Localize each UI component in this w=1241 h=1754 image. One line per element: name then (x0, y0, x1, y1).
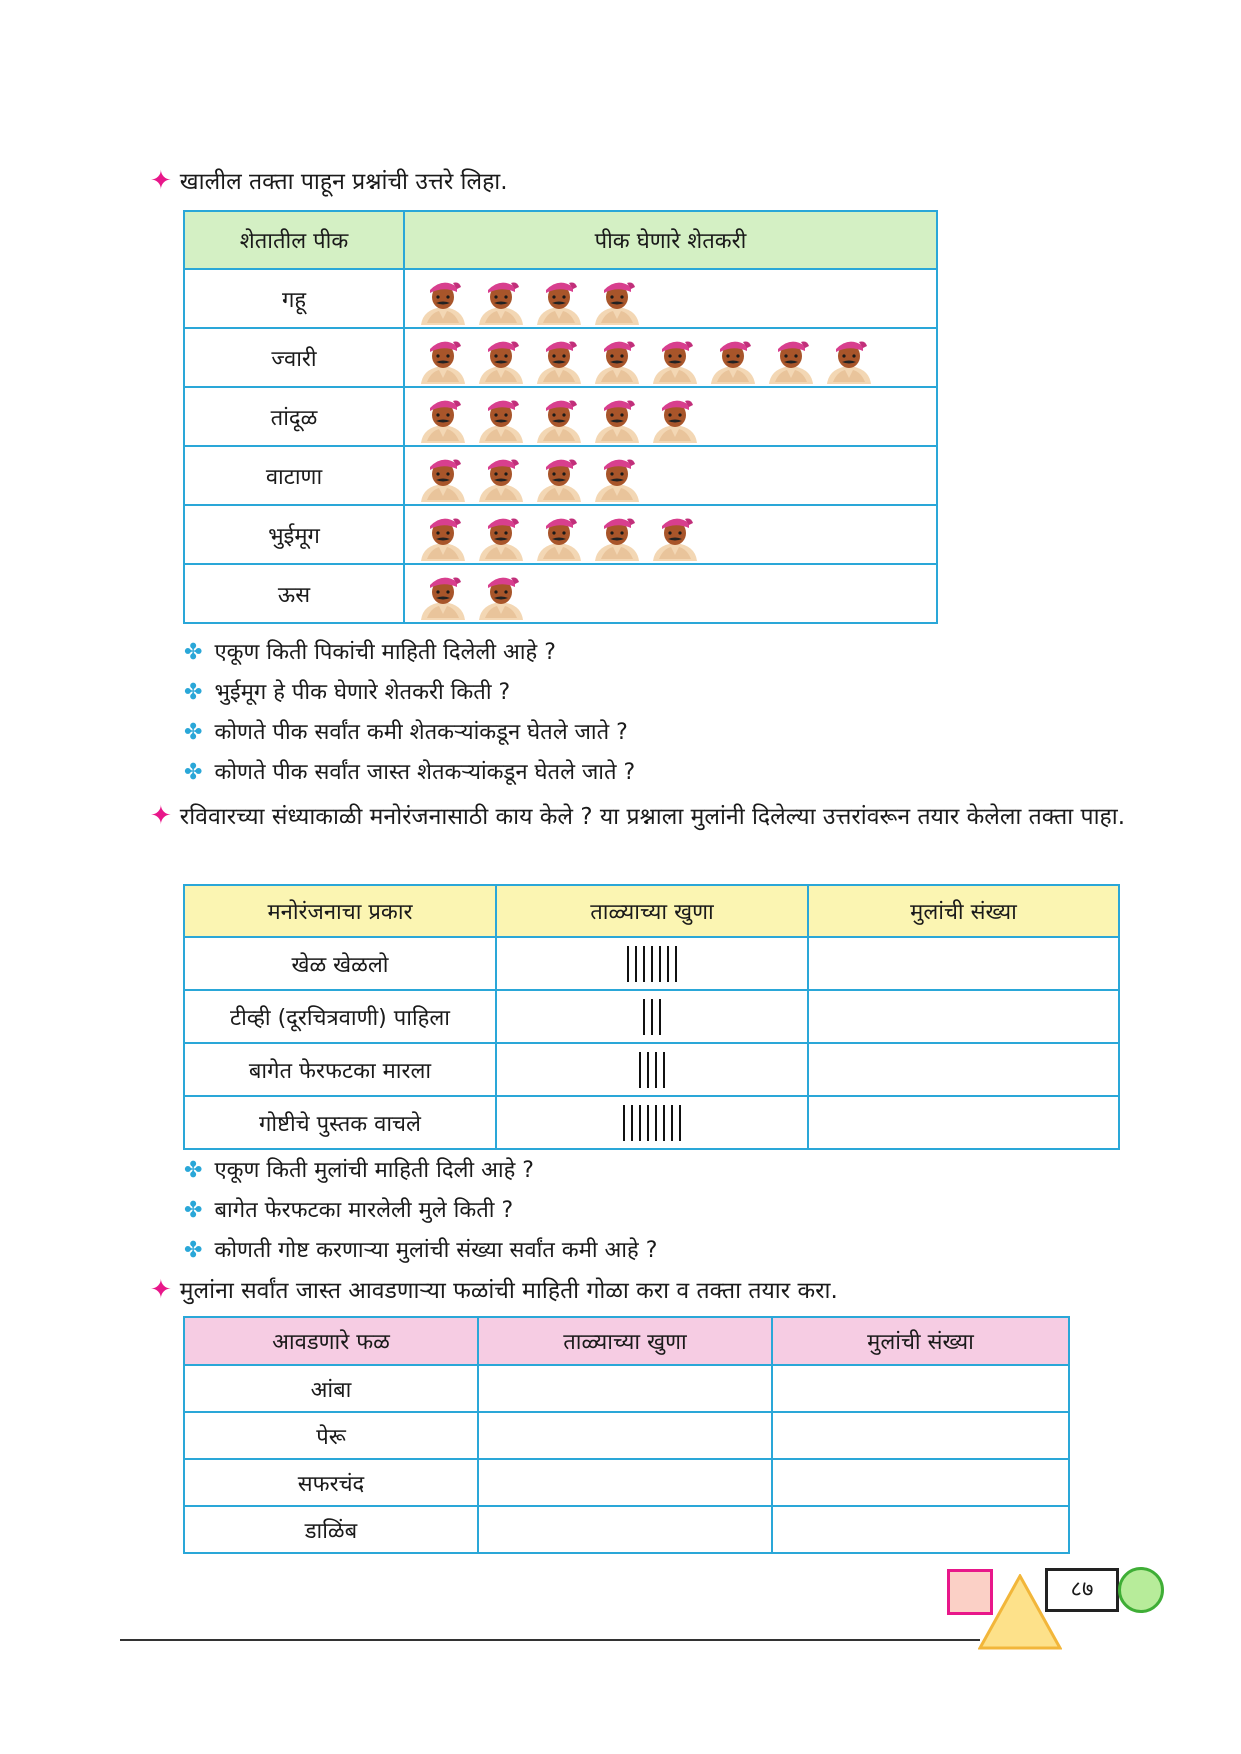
activity-name: बागेत फेरफटका मारला (184, 1043, 496, 1096)
header-count: मुलांची संख्या (772, 1317, 1069, 1365)
tally-stroke (639, 1052, 641, 1088)
tally-marks (496, 1096, 808, 1149)
header-fruit: आवडणारे फळ (184, 1317, 478, 1365)
tally-stroke (667, 946, 669, 982)
tally-stroke (651, 999, 653, 1035)
fruit-name: डाळिंब (184, 1506, 478, 1553)
farmer-pictograph (404, 564, 937, 623)
crop-name: तांदूळ (184, 387, 404, 446)
fruit-tally-table (183, 1316, 1070, 1554)
count-answer-cell[interactable] (808, 1096, 1119, 1149)
question-2-1: ✤ एकूण किती मुलांची माहिती दिली आहे ? (184, 1158, 534, 1183)
fruit-name: पेरू (184, 1412, 478, 1459)
farmer-icon (533, 391, 585, 443)
farmer-icon (417, 273, 469, 325)
farmer-icon (417, 332, 469, 384)
tally-stroke (647, 1052, 649, 1088)
tally-stroke (647, 1105, 649, 1141)
farmer-icon (649, 509, 701, 561)
page-number: ८७ (1045, 1568, 1119, 1612)
header-count: मुलांची संख्या (808, 885, 1119, 937)
farmer-icon (649, 391, 701, 443)
clover-bullet-icon: ✤ (184, 760, 203, 785)
fruit-name: आंबा (184, 1365, 478, 1412)
instruction-2: ✦ रविवारच्या संध्याकाळी मनोरंजनासाठी काय केले ? या प्रश्नाला मुलांनी दिलेल्या उत्तरांवरून तयार केलेला तक्ता पाहा. (150, 801, 1126, 831)
count-answer-cell[interactable] (772, 1506, 1069, 1553)
star-icon: ✦ (150, 801, 172, 831)
tally-stroke (663, 1105, 665, 1141)
farmer-icon (533, 450, 585, 502)
question-1-4: ✤ कोणते पीक सर्वांत जास्त शेतकऱ्यांकडून घेतले जाते ? (184, 760, 636, 785)
tally-group (623, 1105, 681, 1141)
farmer-pictograph (404, 269, 937, 328)
header-tally: ताळ्याच्या खुणा (496, 885, 808, 937)
crop-name: ऊस (184, 564, 404, 623)
tally-group (643, 999, 661, 1035)
header-tally: ताळ्याच्या खुणा (478, 1317, 772, 1365)
tally-stroke (651, 946, 653, 982)
question-1-3: ✤ कोणते पीक सर्वांत कमी शेतकऱ्यांकडून घेतले जाते ? (184, 720, 628, 745)
farmer-icon (475, 509, 527, 561)
clover-bullet-icon: ✤ (184, 1238, 203, 1263)
farmer-icon (533, 273, 585, 325)
tally-stroke (627, 946, 629, 982)
tally-stroke (635, 946, 637, 982)
farmer-icon (417, 568, 469, 620)
count-answer-cell[interactable] (808, 937, 1119, 990)
farmer-pictograph (404, 328, 937, 387)
tally-stroke (631, 1105, 633, 1141)
tally-stroke (679, 1105, 681, 1141)
farmer-icon (475, 391, 527, 443)
farmer-icon (707, 332, 759, 384)
tally-stroke (655, 1052, 657, 1088)
tally-answer-cell[interactable] (478, 1365, 772, 1412)
farmer-icon (765, 332, 817, 384)
count-answer-cell[interactable] (772, 1365, 1069, 1412)
count-answer-cell[interactable] (808, 990, 1119, 1043)
tally-answer-cell[interactable] (478, 1506, 772, 1553)
count-answer-cell[interactable] (772, 1412, 1069, 1459)
question-2-3: ✤ कोणती गोष्ट करणाऱ्या मुलांची संख्या सर्वांत कमी आहे ? (184, 1238, 658, 1263)
farmer-icon (417, 450, 469, 502)
tally-stroke (655, 1105, 657, 1141)
activity-name: गोष्टीचे पुस्तक वाचले (184, 1096, 496, 1149)
farmer-icon (591, 509, 643, 561)
fruit-name: सफरचंद (184, 1459, 478, 1506)
farmer-icon (649, 332, 701, 384)
farmer-icon (417, 391, 469, 443)
farmer-icon (533, 509, 585, 561)
farmer-pictograph (404, 505, 937, 564)
count-answer-cell[interactable] (808, 1043, 1119, 1096)
farmer-icon (475, 273, 527, 325)
question-1-1: ✤ एकूण किती पिकांची माहिती दिलेली आहे ? (184, 640, 556, 665)
star-icon: ✦ (150, 166, 172, 196)
question-1-2: ✤ भुईमूग हे पीक घेणारे शेतकरी किती ? (184, 680, 511, 705)
farmer-icon (823, 332, 875, 384)
count-answer-cell[interactable] (772, 1459, 1069, 1506)
activity-name: खेळ खेळलो (184, 937, 496, 990)
farmer-icon (591, 273, 643, 325)
bottom-rule (120, 1639, 980, 1641)
crop-pictograph-table (183, 210, 938, 624)
tally-stroke (643, 946, 645, 982)
tally-stroke (659, 946, 661, 982)
farmer-icon (591, 332, 643, 384)
tally-stroke (623, 1105, 625, 1141)
header-farmers: पीक घेणारे शेतकरी (404, 211, 937, 269)
tally-marks (496, 1043, 808, 1096)
crop-name: वाटाणा (184, 446, 404, 505)
tally-group (639, 1052, 665, 1088)
tally-marks (496, 990, 808, 1043)
question-2-2: ✤ बागेत फेरफटका मारलेली मुले किती ? (184, 1198, 514, 1223)
tally-stroke (663, 1052, 665, 1088)
tally-group (627, 946, 677, 982)
farmer-icon (591, 391, 643, 443)
crop-name: भुईमूग (184, 505, 404, 564)
header-crop: शेतातील पीक (184, 211, 404, 269)
clover-bullet-icon: ✤ (184, 1198, 203, 1223)
tally-marks (496, 937, 808, 990)
farmer-icon (417, 509, 469, 561)
clover-bullet-icon: ✤ (184, 1158, 203, 1183)
farmer-icon (475, 332, 527, 384)
tally-answer-cell[interactable] (478, 1412, 772, 1459)
clover-bullet-icon: ✤ (184, 720, 203, 745)
farmer-icon (591, 450, 643, 502)
instruction-1: ✦ खालील तक्ता पाहून प्रश्नांची उत्तरे लिहा. (150, 166, 508, 196)
activity-name: टीव्ही (दूरचित्रवाणी) पाहिला (184, 990, 496, 1043)
tally-stroke (639, 1105, 641, 1141)
star-icon: ✦ (150, 1275, 172, 1305)
entertainment-tally-table (183, 884, 1120, 1150)
header-activity: मनोरंजनाचा प्रकार (184, 885, 496, 937)
tally-stroke (659, 999, 661, 1035)
tally-answer-cell[interactable] (478, 1459, 772, 1506)
farmer-pictograph (404, 387, 937, 446)
farmer-pictograph (404, 446, 937, 505)
farmer-icon (475, 568, 527, 620)
farmer-icon (533, 332, 585, 384)
tally-stroke (671, 1105, 673, 1141)
tally-stroke (643, 999, 645, 1035)
clover-bullet-icon: ✤ (184, 680, 203, 705)
green-circle-icon (1118, 1567, 1164, 1613)
crop-name: गहू (184, 269, 404, 328)
farmer-icon (475, 450, 527, 502)
tally-stroke (675, 946, 677, 982)
instruction-3: ✦ मुलांना सर्वांत जास्त आवडणाऱ्या फळांची माहिती गोळा करा व तक्ता तयार करा. (150, 1275, 838, 1305)
crop-name: ज्वारी (184, 328, 404, 387)
clover-bullet-icon: ✤ (184, 640, 203, 665)
